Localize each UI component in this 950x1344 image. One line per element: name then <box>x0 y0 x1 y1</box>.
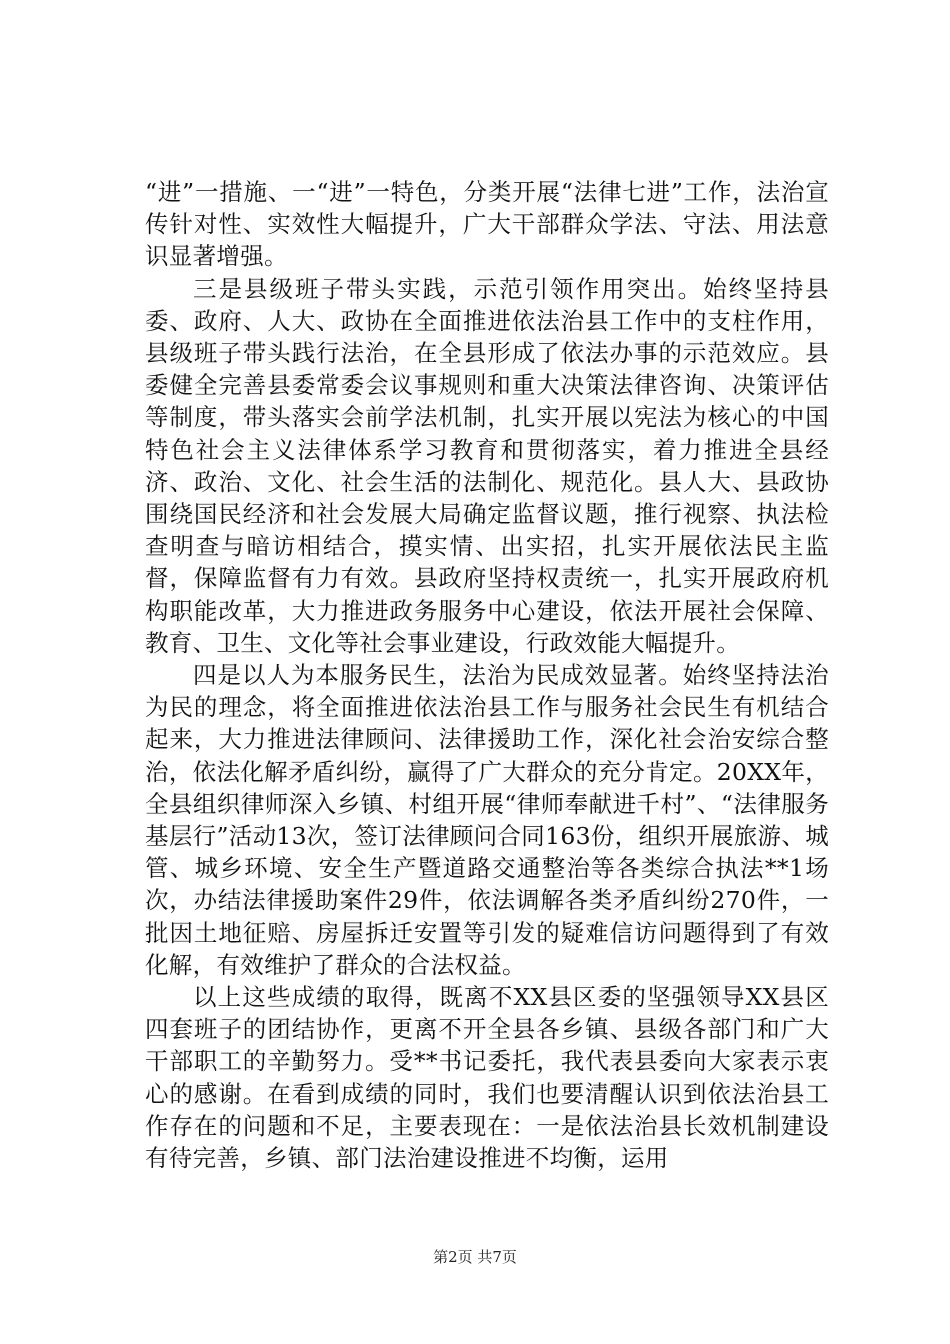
paragraph-summary: 以上这些成绩的取得，既离不XX县区委的坚强领导XX县区四套班子的团结协作，更离不开全县各乡镇、县级各部门和广大干部职工的辛勤努力。受**书记委托，我代表县委向大家表示衷心的感谢。在看到成绩的同时，我们也要清醒认识到依法治县工作存在的问题和不足，主要表现在：一是依法治县长效机制建设有待完善，乡镇、部门法治建设推进不均衡，运用 <box>145 983 829 1173</box>
paragraph-continued: “进”一措施、一“进”一特色，分类开展“法律七进”工作，法治宣传针对性、实效性大幅提升，广大干部群众学法、守法、用法意识显著增强。 <box>145 178 829 271</box>
paragraph-three: 三是县级班子带头实践，示范引领作用突出。始终坚持县委、政府、人大、政协在全面推进依法治县工作中的支柱作用，县级班子带头践行法治，在全县形成了依法办事的示范效应。县委健全完善县委常委会议事规则和重大决策法律咨询、决策评估等制度，带头落实会前学法机制，扎实开展以宪法为核心的中国特色社会主义法律体系学习教育和贯彻落实，着力推进全县经济、政治、文化、社会生活的法制化、规范化。县人大、县政协围绕国民经济和社会发展大局确定监督议题，推行视察、执法检查明查与暗访相结合，摸实情、出实招，扎实开展依法民主监督，保障监督有力有效。县政府坚持权责统一，扎实开展政府机构职能改革，大力推进政务服务中心建设，依法开展社会保障、教育、卫生、文化等社会事业建设，行政效能大幅提升。 <box>145 274 829 657</box>
page-number-footer: 第2页 共7页 <box>433 1248 517 1266</box>
paragraph-four: 四是以人为本服务民生，法治为民成效显著。始终坚持法治为民的理念，将全面推进依法治县工作与服务社会民生有机结合起来，大力推进法律顾问、法律援助工作，深化社会治安综合整治，依法化解矛盾纠纷，赢得了广大群众的充分肯定。20XX年，全县组织律师深入乡镇、村组开展“律师奉献进千村”、“法律服务基层行”活动13次，签订法律顾问合同163份，组织开展旅游、城管、城乡环境、安全生产暨道路交通整治等各类综合执法**1场次，办结法律援助案件29件，依法调解各类矛盾纠纷270件，一批因土地征赔、房屋拆迁安置等引发的疑难信访问题得到了有效化解，有效维护了群众的合法权益。 <box>145 661 829 979</box>
document-body <box>145 176 829 1174</box>
